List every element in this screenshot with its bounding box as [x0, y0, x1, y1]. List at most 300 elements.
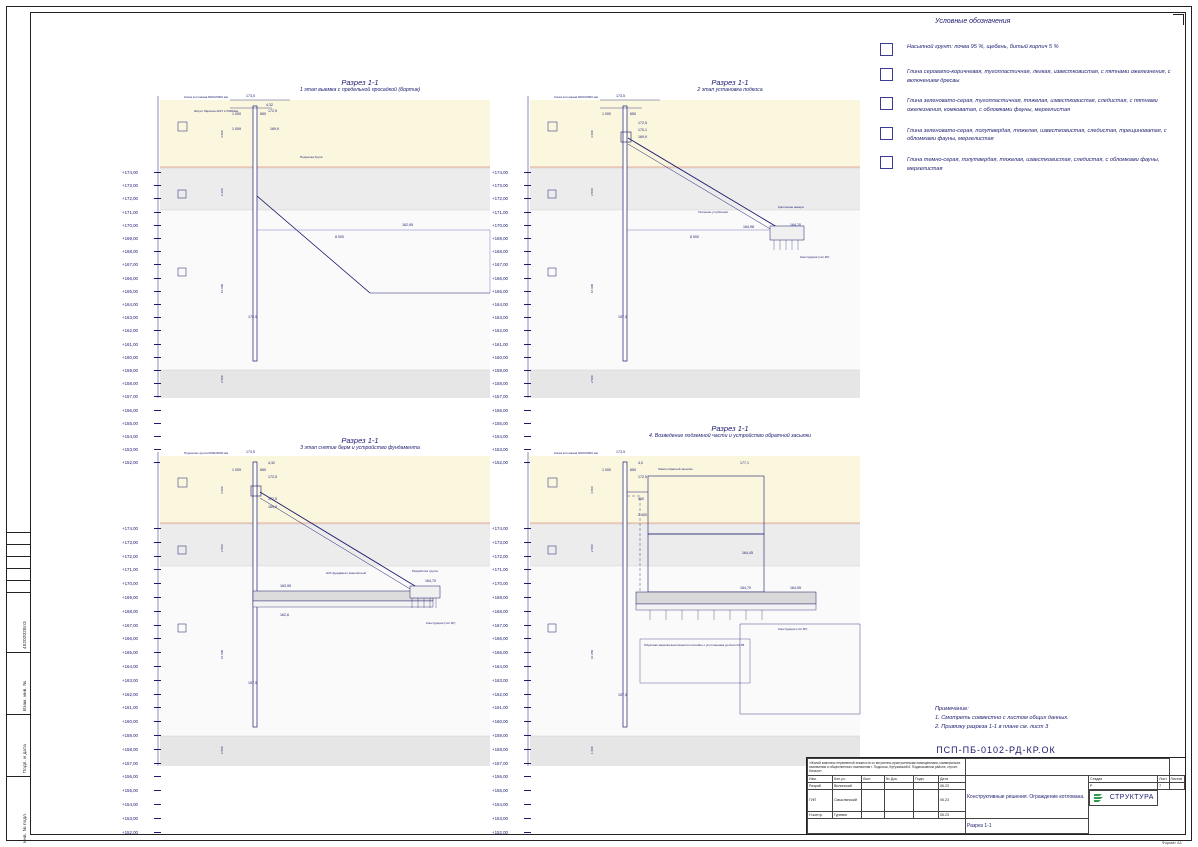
elevation-tick — [524, 383, 531, 384]
elevation-tick — [524, 172, 531, 173]
title-block — [806, 757, 1186, 835]
elevation-label: +167,00 — [492, 262, 508, 268]
elevation-label: +168,00 — [492, 249, 508, 255]
elevation-tick — [524, 225, 531, 226]
drawing-name: Разрез 1-1 — [966, 819, 1089, 834]
dim: 164,70 — [790, 223, 801, 227]
elevation-tick — [154, 238, 161, 239]
elevation-label: +166,00 — [122, 275, 138, 281]
dim: 164,98 — [743, 225, 754, 229]
sheet-value: 7 — [1158, 782, 1169, 789]
elevation-label: +173,00 — [122, 539, 138, 545]
left-stamp-label-2: Подп. и дата — [22, 744, 27, 773]
elevation-tick — [154, 291, 161, 292]
dim: 900 — [638, 497, 644, 501]
left-stamp-label-3: Взам. инв. № — [22, 680, 27, 711]
elevation-label: +160,00 — [122, 354, 138, 360]
elevation-label: +169,00 — [122, 595, 138, 600]
name-3: Гуревич — [833, 812, 862, 819]
elevation-label: +169,00 — [492, 595, 508, 600]
dim: 1 009 — [232, 468, 241, 472]
elevation-label: +163,00 — [122, 315, 138, 321]
revision-row — [6, 568, 30, 580]
elevation-tick — [524, 556, 531, 557]
legend-item — [880, 97, 1180, 114]
left-stamp-cell-1 — [6, 592, 30, 652]
section-drawing-3 — [120, 412, 500, 835]
elevation-tick — [154, 198, 161, 199]
col-koluch: Кол.уч. — [833, 776, 862, 783]
callout: Конструкция (тип 4Р) — [426, 621, 456, 625]
elevation-label: +161,00 — [122, 705, 138, 711]
elevation-label: +165,00 — [122, 288, 138, 294]
elevation-label: +172,00 — [122, 553, 138, 559]
elevation-label: +170,00 — [492, 581, 508, 587]
revision-row — [6, 580, 30, 592]
elevation-tick — [154, 264, 161, 265]
elevation-label: +164,00 — [492, 302, 508, 307]
dim: 8 000 — [335, 235, 344, 239]
elevation-label: +160,00 — [492, 354, 508, 360]
elevation-label: +161,00 — [492, 341, 508, 347]
dim: 2 400 — [638, 513, 647, 517]
elevation-label: +169,00 — [122, 236, 138, 241]
col-ndok: № Док. — [885, 776, 914, 783]
elevation-label: +159,00 — [122, 368, 138, 373]
elevation-tick — [524, 721, 531, 722]
elevation-label: +162,00 — [492, 328, 508, 334]
object-description: «Жилой комплекс переменной этажности со встроенно-пристроенными помещениями, коммерческих назначения и общественного назначения г. Подольск, Кутузовский 6. Подмосковном районе, строит. Начало» — [808, 759, 966, 776]
elevation-tick — [154, 790, 161, 791]
elevation-tick — [154, 251, 161, 252]
name-1: Вилинский — [833, 782, 862, 789]
stage-value: Р — [1089, 782, 1158, 789]
elevation-tick — [154, 569, 161, 570]
callout: Обратная засыпка выполняется послойно с уплотнением до Кcom=0,95 — [644, 643, 745, 647]
elevation-label: +168,00 — [122, 608, 138, 614]
drawing-2-title: Разрез 1-1 2 этап установка подкоса — [697, 78, 763, 93]
elevation-label: +160,00 — [122, 719, 138, 725]
dim: 173,5 — [246, 450, 255, 454]
elevation-label: +166,00 — [122, 636, 138, 642]
callout: Крепление анкера — [778, 205, 804, 209]
left-stamp-cell-4 — [6, 776, 30, 847]
legend-item-label: Насыпной грунт: почва 95 %, щебень, битый кирпич 5 % — [907, 44, 1059, 50]
left-stamp-label-4: 4520202ВлЗ — [22, 621, 27, 649]
legend-swatch-fill-soil — [880, 43, 893, 56]
legend-item-label: Глина зеленовато-серая, тугопластичная, тяжелая, известковистая, следистая, с пятнами ожелезнения, комковатая, с обломками фауны, мергелистая — [907, 98, 1158, 113]
elevation-label: +152,00 — [492, 829, 508, 835]
vdim: 2 200 — [220, 188, 224, 196]
elevation-tick — [524, 680, 531, 681]
callout: Копка котлована 6000х5000 мм — [554, 451, 598, 455]
elevation-tick — [154, 625, 161, 626]
elevation-label: +164,00 — [122, 664, 138, 669]
elevation-tick — [154, 721, 161, 722]
elevation-tick — [154, 776, 161, 777]
revision-row — [6, 532, 30, 544]
elevation-label: +156,00 — [122, 407, 138, 413]
elevation-tick — [154, 597, 161, 598]
dim: 650 — [260, 112, 266, 116]
dim: 4,32 — [268, 461, 275, 465]
legend-item — [880, 156, 1180, 173]
col-data: Дата — [939, 776, 966, 783]
drawing-3-title: Разрез 1-1 3 этап снятие берм и устройство фундамента — [300, 436, 420, 451]
elevation-tick — [154, 383, 161, 384]
notes-title: Примечание: — [935, 706, 969, 712]
elevation-tick — [524, 569, 531, 570]
elevation-tick — [524, 652, 531, 653]
elevation-tick — [154, 735, 161, 736]
elevation-tick — [154, 278, 161, 279]
vdim: 2 500 — [220, 544, 224, 552]
elevation-label: +162,00 — [122, 691, 138, 697]
elevation-label: +172,00 — [492, 196, 508, 202]
elevation-label: +162,00 — [122, 328, 138, 334]
col-podp: Подп. — [914, 776, 939, 783]
elevation-label: +155,00 — [122, 420, 138, 426]
dim: 1 009 — [232, 127, 241, 131]
elevation-tick — [154, 832, 161, 833]
elevation-label: +156,00 — [122, 774, 138, 780]
drawing-4-graphics — [490, 434, 870, 784]
elevation-label: +165,00 — [122, 650, 138, 656]
elevation-label: +164,00 — [122, 302, 138, 307]
callout: Разработка грунта — [412, 569, 438, 573]
callout: Усиление углубления — [698, 210, 728, 214]
left-stamp-column — [6, 12, 31, 843]
callout: Подсыпка грунта 6000х5000 мм — [184, 451, 229, 455]
elevation-tick — [154, 556, 161, 557]
elevation-tick — [154, 652, 161, 653]
left-stamp-cell-2 — [6, 652, 30, 714]
callout: Шпунт Ларсена 4227 L=5000мм — [194, 109, 239, 113]
elevation-tick — [524, 370, 531, 371]
dim: 1 000 — [602, 112, 611, 116]
elevation-tick — [524, 666, 531, 667]
elevation-tick — [154, 528, 161, 529]
vdim: 10 900 — [220, 283, 224, 293]
elevation-tick — [524, 251, 531, 252]
vdim: 10 950 — [590, 649, 594, 659]
vdim: 10 900 — [220, 649, 224, 659]
elevation-tick — [524, 735, 531, 736]
dim: 170,1 — [638, 128, 647, 132]
legend-item-label: Глина темно-серая, полутвердая, тяжелая, известковистая, следистая, с обломками фауны, мергелистая — [907, 156, 1160, 172]
elevation-tick — [524, 763, 531, 764]
elevation-label: +157,00 — [122, 760, 138, 766]
elevation-label: +158,00 — [122, 746, 138, 752]
elevation-tick — [524, 528, 531, 529]
elevation-tick — [524, 583, 531, 584]
drawing-1-graphics — [120, 78, 500, 408]
col-izm: Изм. — [808, 776, 833, 783]
vdim: 4 600 — [590, 486, 594, 494]
elevation-label: +165,00 — [492, 288, 508, 294]
dim: 172,5 — [268, 109, 277, 113]
elevation-tick — [154, 611, 161, 612]
drawing-4-title: Разрез 1-1 4. Возведение подземной части и устройство обратной засыпки — [649, 424, 811, 439]
elevation-label: +162,00 — [492, 691, 508, 697]
elevation-label: +158,00 — [122, 381, 138, 387]
elevation-label: +173,00 — [492, 539, 508, 545]
role-2: ГИП — [808, 789, 833, 812]
legend — [880, 18, 1180, 185]
elevation-tick — [154, 694, 161, 695]
elevation-tick — [524, 790, 531, 791]
dim: 157,5 — [248, 681, 257, 685]
vdim: 1 600 — [590, 746, 594, 754]
elevation-label: +161,00 — [122, 341, 138, 347]
elevation-label: +174,00 — [492, 526, 508, 531]
legend-swatch-clay-green-semisolid — [880, 127, 893, 140]
elevation-label: +161,00 — [492, 705, 508, 711]
elevation-label: +167,00 — [492, 622, 508, 628]
dim: 173,5 — [246, 94, 255, 98]
legend-swatch-clay-dark-grey — [880, 156, 893, 169]
elevation-label: +157,00 — [492, 760, 508, 766]
elevation-tick — [524, 749, 531, 750]
dim: 4,0 — [638, 461, 643, 465]
elevation-tick — [154, 666, 161, 667]
elevation-tick — [524, 611, 531, 612]
elevation-label: +159,00 — [492, 368, 508, 373]
elevation-tick — [524, 330, 531, 331]
left-stamp-cell-3 — [6, 714, 30, 776]
elevation-tick — [154, 304, 161, 305]
elevation-tick — [524, 597, 531, 598]
elevation-label: +154,00 — [122, 802, 138, 807]
elevation-tick — [524, 804, 531, 805]
date-3: 06.23 — [939, 812, 966, 819]
elevation-tick — [524, 344, 531, 345]
elevation-label: +163,00 — [492, 315, 508, 321]
structura-logo-icon — [1093, 791, 1107, 805]
elevation-label: +159,00 — [122, 733, 138, 738]
elevation-label: +167,00 — [122, 262, 138, 268]
elevation-label: +166,00 — [492, 636, 508, 642]
sheet-format: Формат А1 — [1161, 840, 1182, 845]
elevation-tick — [154, 172, 161, 173]
elevation-tick — [154, 317, 161, 318]
elevation-tick — [524, 198, 531, 199]
dim: 169,9 — [270, 127, 279, 131]
elevation-tick — [154, 707, 161, 708]
company-name: СТРУКТУРА — [1109, 794, 1154, 802]
elevation-tick — [154, 410, 161, 411]
callout: Конструкция (тип 4Р) — [778, 627, 808, 631]
elevation-label: +155,00 — [492, 788, 508, 794]
elevation-label: +152,00 — [122, 829, 138, 835]
revision-row — [6, 544, 30, 556]
elevation-tick — [154, 763, 161, 764]
callout: Копка котлована 6000х5000 мм — [184, 95, 228, 99]
callout: Копка котлована 6000х5000 мм — [554, 95, 598, 99]
elevation-tick — [524, 212, 531, 213]
elevation-label: +163,00 — [122, 677, 138, 683]
dim: 1 000 — [232, 112, 241, 116]
elevation-tick — [154, 583, 161, 584]
notes-line-1: 1. Смотреть совместно с листом общих данных. — [935, 714, 1069, 721]
elevation-tick — [154, 396, 161, 397]
date-2: 06.23 — [939, 789, 966, 812]
elevation-tick — [154, 330, 161, 331]
elevation-tick — [154, 749, 161, 750]
elevation-tick — [524, 638, 531, 639]
dim: 173,5 — [616, 94, 625, 98]
elevation-label: +165,00 — [492, 650, 508, 656]
legend-swatch-clay-green-plastic — [880, 97, 893, 110]
elevation-label: +154,00 — [492, 434, 508, 439]
dim: 162,6 — [280, 613, 289, 617]
callout: Ж/б фундамент монолитный — [326, 571, 367, 575]
dim: 157,5 — [618, 315, 627, 319]
elevation-label: +164,00 — [492, 664, 508, 669]
vdim: 2 500 — [220, 375, 224, 383]
legend-item-label: Глина серовато-коричневая, тугопластичная, легкая, известковистая, с пятнами ожелезнения, с включением дресвы — [907, 69, 1171, 84]
elevation-tick — [154, 818, 161, 819]
dim: 164,45 — [742, 551, 753, 555]
elevation-label: +174,00 — [122, 526, 138, 531]
elevation-tick — [154, 212, 161, 213]
notes-line-2: 2. Привязку разреза 1-1 в плане см. лист 3 — [935, 723, 1049, 730]
dim: 162,95 — [402, 223, 413, 227]
col-stage: Стадия — [1089, 776, 1158, 783]
dim: 177,1 — [740, 461, 749, 465]
vdim: 10 900 — [590, 283, 594, 293]
elevation-label: +170,00 — [492, 222, 508, 228]
elevation-tick — [154, 638, 161, 639]
elevation-label: +172,00 — [122, 196, 138, 202]
elevation-label: +152,00 — [122, 460, 138, 466]
dim: 172,5 — [248, 315, 257, 319]
elevation-tick — [524, 357, 531, 358]
vdim: 2 500 — [220, 746, 224, 754]
elevation-label: +171,00 — [492, 567, 508, 573]
date-1: 06.23 — [939, 782, 966, 789]
elevation-tick — [154, 370, 161, 371]
col-sheets: Листов — [1169, 776, 1184, 783]
elevation-label: +158,00 — [492, 381, 508, 387]
legend-title: Условные обозначения — [935, 18, 1011, 25]
legend-item — [880, 127, 1180, 144]
elevation-label: +163,00 — [492, 677, 508, 683]
vdim: 2 500 — [590, 544, 594, 552]
elevation-tick — [154, 542, 161, 543]
elevation-tick — [524, 542, 531, 543]
callout: Подсыпка бурта — [300, 155, 323, 159]
callout: Конструкция (тип 4Р) — [800, 255, 830, 259]
elevation-label: +166,00 — [492, 275, 508, 281]
sheets-value — [1169, 782, 1184, 789]
name-2: Смыслянский — [833, 789, 862, 812]
vdim: 2 500 — [590, 375, 594, 383]
elevation-tick — [524, 304, 531, 305]
dim: 173,5 — [616, 450, 625, 454]
legend-item — [880, 43, 1180, 56]
notes-block — [935, 705, 1069, 732]
elevation-tick — [154, 804, 161, 805]
elevation-label: +157,00 — [122, 394, 138, 400]
elevation-label: +171,00 — [492, 209, 508, 215]
revision-row — [6, 556, 30, 568]
elevation-label: +160,00 — [492, 719, 508, 725]
elevation-tick — [154, 225, 161, 226]
dim: 650 — [630, 468, 636, 472]
dim: 4,32 — [266, 103, 273, 107]
elevation-tick — [524, 291, 531, 292]
elevation-label: +153,00 — [122, 447, 138, 453]
elevation-label: +173,00 — [122, 183, 138, 189]
elevation-label: +174,00 — [122, 170, 138, 175]
elevation-label: +168,00 — [492, 608, 508, 614]
drawing-2-graphics — [490, 78, 870, 408]
elevation-label: +171,00 — [122, 209, 138, 215]
dim: 169,9 — [268, 505, 277, 509]
col-list: Лист — [862, 776, 885, 783]
elevation-tick — [524, 707, 531, 708]
vdim: 4 600 — [590, 130, 594, 138]
dim: 169,9 — [638, 135, 647, 139]
elevation-tick — [524, 776, 531, 777]
elevation-label: +153,00 — [492, 447, 508, 453]
section-title: Конструктивные решения. Ограждение котлована. — [966, 776, 1089, 819]
elevation-label: +152,00 — [492, 460, 508, 466]
dim: 163,95 — [280, 584, 291, 588]
elevation-tick — [524, 694, 531, 695]
dim: 172,5 — [268, 497, 277, 501]
legend-swatch-clay-brown — [880, 68, 893, 81]
elevation-label: +154,00 — [492, 802, 508, 807]
dim: 164,70 — [425, 579, 436, 583]
elevation-label: +157,00 — [492, 394, 508, 400]
elevation-tick — [524, 625, 531, 626]
company-logo — [1089, 790, 1158, 806]
elevation-tick — [524, 396, 531, 397]
elevation-label: +155,00 — [122, 788, 138, 794]
elevation-tick — [524, 832, 531, 833]
elevation-tick — [524, 818, 531, 819]
col-sheet: Лист — [1158, 776, 1169, 783]
legend-item — [880, 68, 1180, 85]
elevation-tick — [154, 344, 161, 345]
elevation-tick — [154, 185, 161, 186]
elevation-label: +159,00 — [492, 733, 508, 738]
elevation-label: +155,00 — [492, 420, 508, 426]
elevation-label: +168,00 — [122, 249, 138, 255]
elevation-label: +158,00 — [492, 746, 508, 752]
elevation-tick — [154, 680, 161, 681]
vdim: 4 600 — [220, 486, 224, 494]
elevation-label: +173,00 — [492, 183, 508, 189]
elevation-label: +169,00 — [492, 236, 508, 241]
callout: Линия обратной засыпки — [658, 467, 693, 471]
dim: 1 000 — [602, 468, 611, 472]
elevation-label: +174,00 — [492, 170, 508, 175]
elevation-tick — [524, 264, 531, 265]
drawing-1-title: Разрез 1-1 1 этап выемка с предельной просадкой (бортик) — [299, 78, 421, 93]
elevation-label: +153,00 — [492, 815, 508, 821]
dim: 8 000 — [690, 235, 699, 239]
dim: 172,5 — [268, 475, 277, 479]
dim: 650 — [260, 468, 266, 472]
dim: 157,5 — [618, 693, 627, 697]
vdim: 4 600 — [220, 130, 224, 138]
dim: 164,70 — [740, 586, 751, 590]
dim: 172,5 — [638, 475, 647, 479]
elevation-tick — [154, 357, 161, 358]
